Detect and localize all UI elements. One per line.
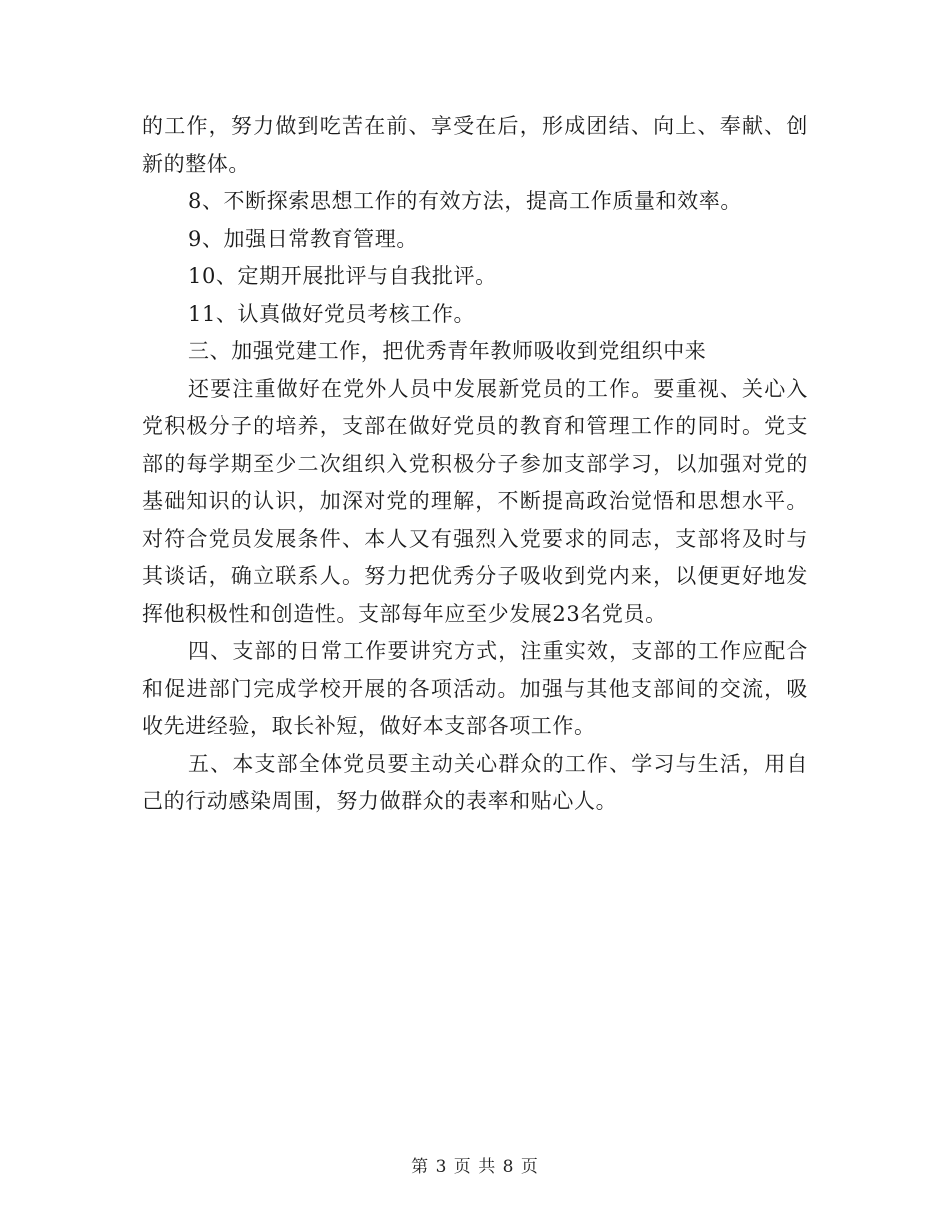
section-4-paragraph: 四、支部的日常工作要讲究方式，注重实效，支部的工作应配合和促进部门完成学校开展的各项活动。加强与其他支部间的交流，吸收先进经验，取长补短，做好本支部各项工作。: [142, 639, 808, 738]
section-heading-3: 三、加强党建工作，把优秀青年教师吸收到党组织中来: [188, 339, 707, 363]
page-number-label: 第 3 页 共 8 页: [411, 1157, 539, 1177]
section-5-paragraph: 五、本支部全体党员要主动关心群众的工作、学习与生活，用自己的行动感染周围，努力做群众的表率和贴心人。: [142, 751, 808, 813]
paragraph-item-11: 11、认真做好党员考核工作。: [188, 301, 476, 326]
paragraph-party-development: 还要注重做好在党外人员中发展新党员的工作。要重视、关心入党积极分子的培养，支部在做好党员的教育和管理工作的同时。党支部的每学期至少二次组织入党积极分子参加支部学习，以加强对党的基础知识的认识，加深对党的理解，不断提高政治觉悟和思想水平。对符合党员发展条件、本人又有强烈入党要求的同志，支部将及时与其谈话，确立联系人。努力把优秀分子吸收到党内来，以便更好地发挥他积极性和创造性。支部每年应至少发展23名党员。: [142, 376, 808, 626]
paragraph-item-10: 10、定期开展批评与自我批评。: [188, 264, 497, 288]
paragraph-continuation: 的工作，努力做到吃苦在前、享受在后，形成团结、向上、奉献、创新的整体。: [142, 114, 808, 176]
paragraph-item-9: 9、加强日常教育管理。: [188, 226, 418, 251]
paragraph-item-8: 8、不断探索思想工作的有效方法，提高工作质量和效率。: [188, 189, 742, 213]
page-footer: [0, 1152, 950, 1177]
document-body: [142, 108, 808, 821]
